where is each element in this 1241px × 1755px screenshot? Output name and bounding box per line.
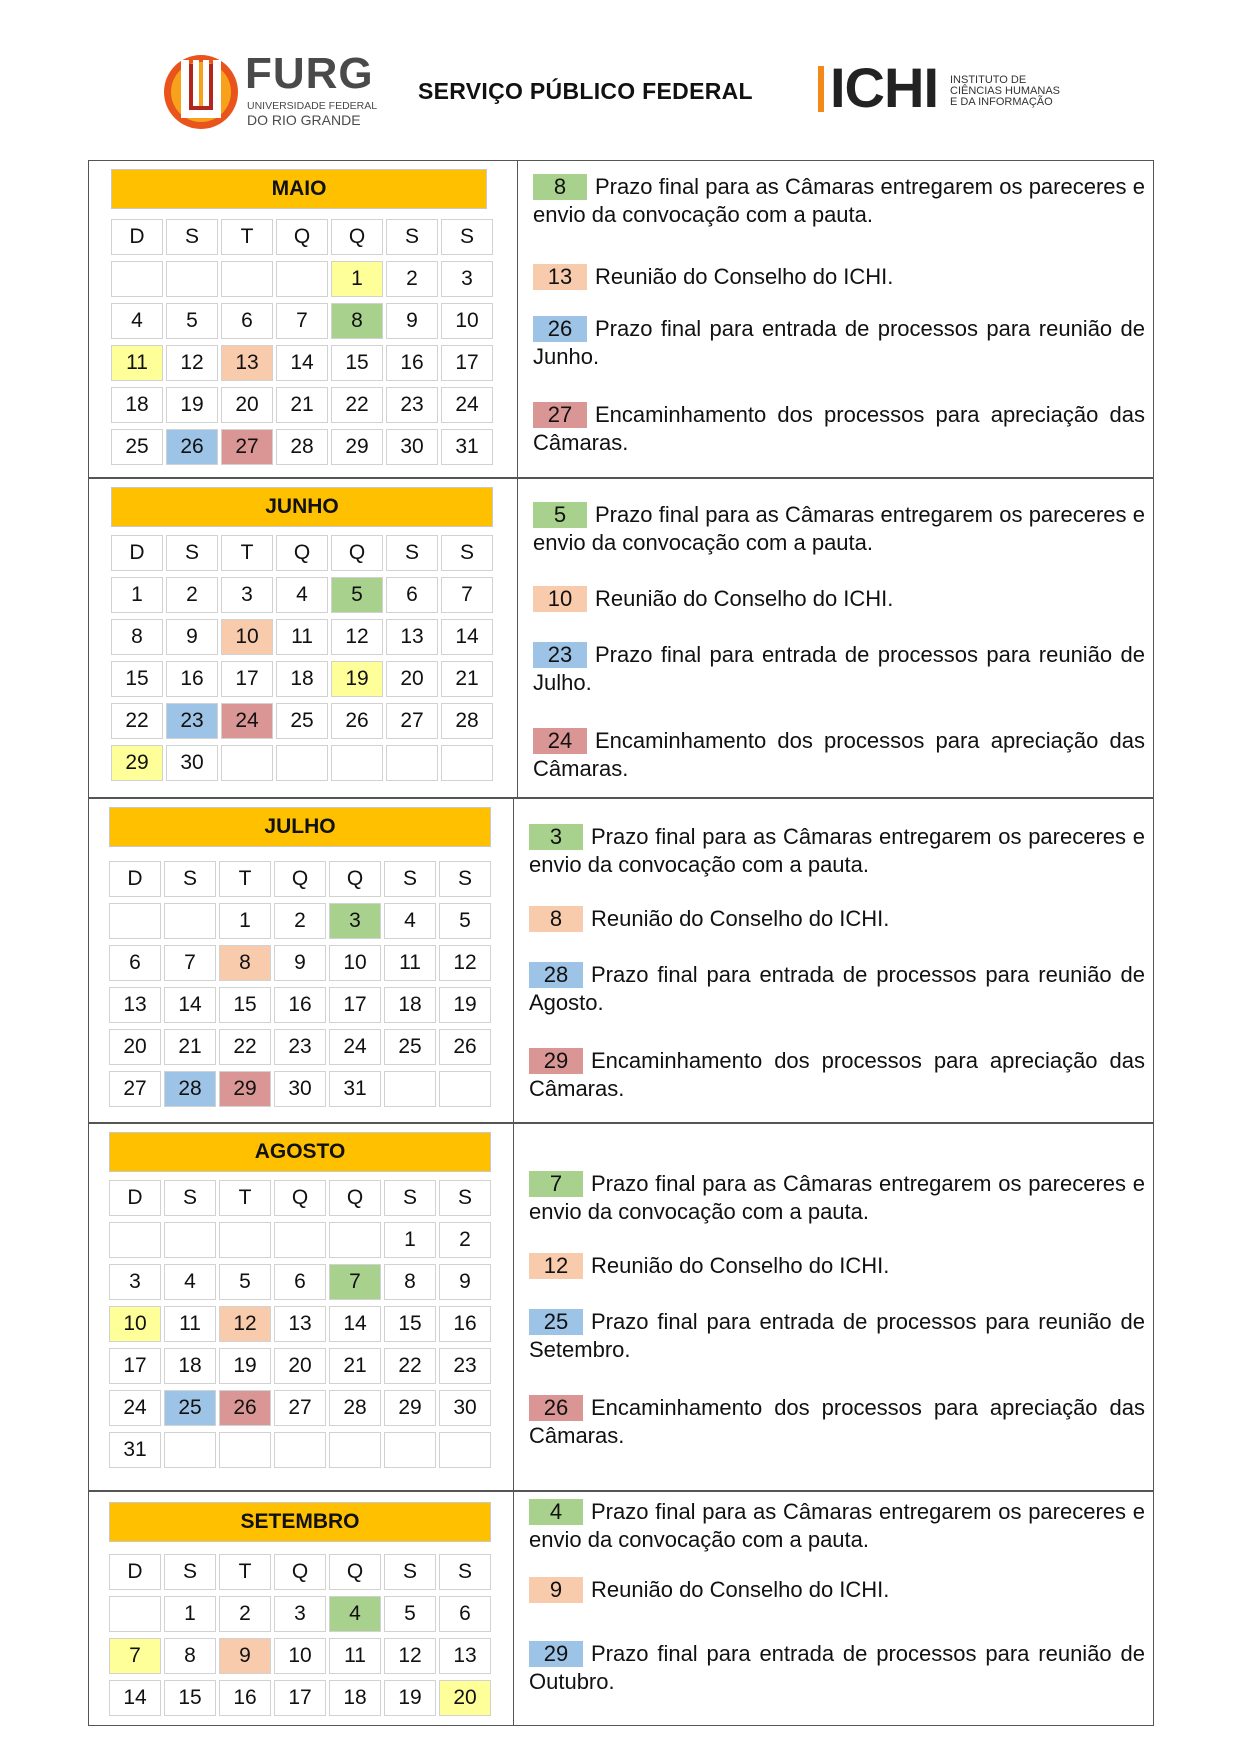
calendar-day: 22 [331,387,383,423]
calendar-day: 22 [219,1029,271,1065]
calendar-day: 3 [221,577,273,613]
calendar-day: 23 [439,1348,491,1384]
weekday-header: D [111,219,163,255]
event-date-badge: 26 [533,316,587,342]
calendar-empty-cell [276,261,328,297]
calendar-day: 31 [329,1071,381,1107]
weekday-header: S [386,535,438,571]
calendar-day: 10 [221,619,273,655]
calendar-day: 2 [219,1596,271,1632]
calendar-empty-cell [109,1596,161,1632]
section-divider [513,799,514,1122]
calendar-empty-cell [274,1432,326,1468]
calendar-day: 28 [329,1390,381,1426]
calendar-day: 19 [439,987,491,1023]
calendar-day: 18 [164,1348,216,1384]
calendar-day: 4 [329,1596,381,1632]
calendar-day: 16 [439,1306,491,1342]
month-title: JUNHO [111,487,493,527]
calendar-day: 7 [276,303,328,339]
page-header [0,0,1241,150]
calendar-day: 4 [384,903,436,939]
calendar-day: 24 [329,1029,381,1065]
calendar-day: 26 [439,1029,491,1065]
calendar-day: 15 [164,1680,216,1716]
ichi-institute-text [950,75,1060,108]
event-item [533,501,1145,557]
weekday-header: Q [329,1554,381,1590]
calendar-day: 22 [384,1348,436,1384]
calendar-day: 3 [329,903,381,939]
calendar-day: 25 [276,703,328,739]
event-date-badge: 8 [529,906,583,932]
weekday-header: T [219,1554,271,1590]
event-date-badge: 7 [529,1171,583,1197]
calendar-day: 16 [219,1680,271,1716]
ichi-name: ICHI [830,56,938,119]
calendar-day: 11 [164,1306,216,1342]
calendar-day: 5 [384,1596,436,1632]
furg-logo [163,49,378,132]
calendar-day: 19 [219,1348,271,1384]
calendar-day: 13 [386,619,438,655]
weekday-header: T [221,219,273,255]
weekday-header: S [164,1554,216,1590]
calendar-day: 5 [166,303,218,339]
calendar-day: 2 [166,577,218,613]
calendar-day: 19 [384,1680,436,1716]
ichi-line-2: CIÊNCIAS HUMANAS [950,85,1061,97]
event-item [533,315,1145,371]
calendar-empty-cell [221,745,273,781]
calendar-day: 13 [221,345,273,381]
ichi-line-1: INSTITUTO DE [950,74,1027,86]
calendar-empty-cell [164,1432,216,1468]
calendar-day: 5 [439,903,491,939]
weekday-header: S [384,861,436,897]
section-divider [517,161,518,477]
calendar-grid [109,1180,491,1468]
calendar-day: 30 [439,1390,491,1426]
calendar-day: 26 [219,1390,271,1426]
calendar-day: 7 [164,945,216,981]
calendar-day: 29 [384,1390,436,1426]
calendar-day: 31 [109,1432,161,1468]
calendar-day: 20 [274,1348,326,1384]
calendar-empty-cell [384,1432,436,1468]
calendar-day: 20 [386,661,438,697]
weekday-header: S [166,219,218,255]
event-description: Prazo final para as Câmaras entregarem os pareceres e envio da convocação com a pauta. [529,1499,1145,1552]
weekday-header: D [109,861,161,897]
calendar-day: 17 [109,1348,161,1384]
calendar-day: 25 [384,1029,436,1065]
page-title: SERVIÇO PÚBLICO FEDERAL [418,78,753,104]
calendar-day: 19 [331,661,383,697]
weekday-header: S [439,1180,491,1216]
calendar-day: 13 [439,1638,491,1674]
event-date-badge: 23 [533,642,587,668]
event-item [529,905,1145,933]
month-title: JULHO [109,807,491,847]
event-date-badge: 28 [529,962,583,988]
calendar-day: 27 [221,429,273,465]
section-divider [513,1492,514,1725]
event-item [529,961,1145,1017]
calendar-day: 1 [331,261,383,297]
calendar-day: 6 [109,945,161,981]
calendar-day: 27 [386,703,438,739]
event-description: Reunião do Conselho do ICHI. [591,906,890,931]
calendar-day: 15 [219,987,271,1023]
calendar-empty-cell [274,1222,326,1258]
calendar-grid [111,219,493,465]
ichi-accent-bar [818,66,824,112]
event-description: Prazo final para entrada de processos para reunião de Setembro. [529,1309,1145,1362]
calendar-day: 14 [164,987,216,1023]
calendar-day: 25 [164,1390,216,1426]
event-description: Encaminhamento dos processos para apreciação das Câmaras. [529,1395,1145,1448]
event-date-badge: 8 [533,174,587,200]
calendar-empty-cell [386,745,438,781]
furg-subtitle-1: UNIVERSIDADE FEDERAL [247,100,378,112]
ichi-line-3: E DA INFORMAÇÃO [950,96,1053,108]
weekday-header: D [111,535,163,571]
weekday-header: S [164,1180,216,1216]
calendar-day: 21 [441,661,493,697]
month-title: SETEMBRO [109,1502,491,1542]
calendar-day: 23 [274,1029,326,1065]
calendar-empty-cell [221,261,273,297]
calendar-day: 17 [274,1680,326,1716]
event-date-badge: 25 [529,1309,583,1335]
weekday-header: Q [329,861,381,897]
calendar-day: 18 [329,1680,381,1716]
calendar-day: 27 [274,1390,326,1426]
calendar-day: 18 [111,387,163,423]
weekday-header: S [441,535,493,571]
calendar-day: 23 [166,703,218,739]
event-description: Prazo final para entrada de processos para reunião de Junho. [533,316,1145,369]
calendar-day: 10 [274,1638,326,1674]
event-date-badge: 27 [533,402,587,428]
calendar-empty-cell [384,1071,436,1107]
event-item [529,1640,1145,1696]
event-description: Reunião do Conselho do ICHI. [595,264,894,289]
event-item [529,1308,1145,1364]
calendar-frame [88,160,1154,1726]
event-item [533,585,1145,613]
event-description: Prazo final para as Câmaras entregarem os pareceres e envio da convocação com a pauta. [533,174,1145,227]
calendar-day: 23 [386,387,438,423]
calendar-empty-cell [166,261,218,297]
calendar-empty-cell [111,261,163,297]
calendar-day: 1 [164,1596,216,1632]
calendar-day: 10 [441,303,493,339]
weekday-header: S [384,1554,436,1590]
calendar-day: 4 [276,577,328,613]
event-date-badge: 13 [533,264,587,290]
calendar-day: 7 [329,1264,381,1300]
event-item [533,401,1145,457]
event-description: Prazo final para entrada de processos para reunião de Agosto. [529,962,1145,1015]
calendar-day: 14 [109,1680,161,1716]
event-description: Prazo final para as Câmaras entregarem os pareceres e envio da convocação com a pauta. [529,824,1145,877]
calendar-day: 30 [386,429,438,465]
calendar-day: 3 [274,1596,326,1632]
calendar-day: 8 [384,1264,436,1300]
calendar-empty-cell [276,745,328,781]
calendar-empty-cell [441,745,493,781]
calendar-day: 9 [386,303,438,339]
event-description: Prazo final para as Câmaras entregarem os pareceres e envio da convocação com a pauta. [533,502,1145,555]
weekday-header: S [384,1180,436,1216]
calendar-day: 28 [164,1071,216,1107]
calendar-day: 12 [219,1306,271,1342]
calendar-day: 7 [109,1638,161,1674]
event-date-badge: 3 [529,824,583,850]
event-date-badge: 5 [533,502,587,528]
event-item [529,1576,1145,1604]
calendar-day: 30 [166,745,218,781]
calendar-day: 10 [329,945,381,981]
calendar-day: 20 [221,387,273,423]
weekday-header: Q [276,535,328,571]
weekday-header: T [219,861,271,897]
calendar-day: 29 [111,745,163,781]
event-date-badge: 12 [529,1253,583,1279]
calendar-day: 1 [219,903,271,939]
calendar-day: 10 [109,1306,161,1342]
calendar-empty-cell [219,1432,271,1468]
month-section-julho [88,798,1154,1123]
calendar-day: 31 [441,429,493,465]
weekday-header: Q [331,535,383,571]
calendar-day: 9 [219,1638,271,1674]
month-title: MAIO [111,169,487,209]
calendar-day: 16 [166,661,218,697]
event-description: Encaminhamento dos processos para apreciação das Câmaras. [533,728,1145,781]
calendar-empty-cell [329,1432,381,1468]
calendar-day: 1 [384,1222,436,1258]
event-item [533,173,1145,229]
weekday-header: S [439,1554,491,1590]
calendar-empty-cell [109,1222,161,1258]
calendar-empty-cell [329,1222,381,1258]
month-section-setembro [88,1491,1154,1726]
calendar-day: 26 [331,703,383,739]
furg-emblem-icon [163,54,239,130]
calendar-day: 29 [331,429,383,465]
calendar-day: 15 [384,1306,436,1342]
calendar-day: 28 [441,703,493,739]
calendar-day: 4 [164,1264,216,1300]
event-description: Encaminhamento dos processos para apreciação das Câmaras. [529,1048,1145,1101]
event-date-badge: 29 [529,1048,583,1074]
calendar-day: 17 [329,987,381,1023]
calendar-day: 12 [166,345,218,381]
calendar-grid [109,1554,491,1716]
calendar-day: 8 [111,619,163,655]
weekday-header: S [164,861,216,897]
calendar-day: 11 [276,619,328,655]
calendar-day: 6 [386,577,438,613]
calendar-day: 25 [111,429,163,465]
calendar-day: 26 [166,429,218,465]
event-description: Reunião do Conselho do ICHI. [595,586,894,611]
calendar-day: 24 [109,1390,161,1426]
calendar-day: 11 [329,1638,381,1674]
calendar-empty-cell [439,1071,491,1107]
calendar-empty-cell [164,1222,216,1258]
calendar-day: 27 [109,1071,161,1107]
calendar-day: 9 [439,1264,491,1300]
calendar-empty-cell [331,745,383,781]
event-description: Reunião do Conselho do ICHI. [591,1253,890,1278]
calendar-day: 13 [109,987,161,1023]
calendar-day: 13 [274,1306,326,1342]
event-description: Reunião do Conselho do ICHI. [591,1577,890,1602]
event-date-badge: 4 [529,1499,583,1525]
calendar-day: 2 [386,261,438,297]
calendar-day: 21 [276,387,328,423]
calendar-day: 6 [274,1264,326,1300]
calendar-day: 14 [441,619,493,655]
calendar-day: 24 [441,387,493,423]
calendar-day: 8 [331,303,383,339]
calendar-grid [109,861,491,1107]
event-date-badge: 26 [529,1395,583,1421]
weekday-header: Q [274,861,326,897]
month-title: AGOSTO [109,1132,491,1172]
calendar-day: 16 [386,345,438,381]
event-item [529,1498,1145,1554]
event-item [533,727,1145,783]
calendar-day: 20 [109,1029,161,1065]
month-section-maio [88,160,1154,478]
weekday-header: T [219,1180,271,1216]
calendar-day: 19 [166,387,218,423]
section-divider [513,1124,514,1490]
section-divider [517,479,518,797]
calendar-day: 24 [221,703,273,739]
weekday-header: T [221,535,273,571]
weekday-header: Q [276,219,328,255]
event-item [529,823,1145,879]
calendar-grid [111,535,493,781]
calendar-day: 4 [111,303,163,339]
weekday-header: D [109,1180,161,1216]
calendar-day: 16 [274,987,326,1023]
calendar-day: 2 [274,903,326,939]
calendar-day: 9 [166,619,218,655]
month-section-junho [88,478,1154,798]
calendar-day: 2 [439,1222,491,1258]
calendar-day: 17 [221,661,273,697]
calendar-day: 18 [384,987,436,1023]
ichi-logo [818,56,1078,119]
calendar-day: 14 [329,1306,381,1342]
month-section-agosto [88,1123,1154,1491]
calendar-day: 17 [441,345,493,381]
weekday-header: Q [274,1554,326,1590]
event-item [529,1394,1145,1450]
calendar-day: 15 [111,661,163,697]
furg-subtitle-2: DO RIO GRANDE [247,112,361,128]
calendar-day: 3 [109,1264,161,1300]
calendar-day: 21 [329,1348,381,1384]
calendar-day: 1 [111,577,163,613]
event-description: Encaminhamento dos processos para apreciação das Câmaras. [533,402,1145,455]
event-date-badge: 24 [533,728,587,754]
event-item [529,1170,1145,1226]
calendar-day: 5 [219,1264,271,1300]
furg-name: FURG [245,49,374,98]
calendar-day: 8 [219,945,271,981]
weekday-header: S [166,535,218,571]
calendar-day: 7 [441,577,493,613]
calendar-day: 20 [439,1680,491,1716]
weekday-header: Q [274,1180,326,1216]
weekday-header: S [441,219,493,255]
calendar-day: 29 [219,1071,271,1107]
weekday-header: Q [329,1180,381,1216]
weekday-header: D [109,1554,161,1590]
calendar-day: 8 [164,1638,216,1674]
calendar-day: 3 [441,261,493,297]
event-item [529,1252,1145,1280]
calendar-day: 21 [164,1029,216,1065]
weekday-header: S [439,861,491,897]
event-description: Prazo final para entrada de processos para reunião de Outubro. [529,1641,1145,1694]
weekday-header: Q [331,219,383,255]
calendar-day: 5 [331,577,383,613]
calendar-day: 14 [276,345,328,381]
event-item [533,263,1145,291]
calendar-day: 12 [384,1638,436,1674]
calendar-day: 18 [276,661,328,697]
event-item [529,1047,1145,1103]
calendar-day: 12 [331,619,383,655]
event-date-badge: 29 [529,1641,583,1667]
event-date-badge: 10 [533,586,587,612]
event-date-badge: 9 [529,1577,583,1603]
calendar-day: 9 [274,945,326,981]
event-item [533,641,1145,697]
calendar-day: 6 [439,1596,491,1632]
weekday-header: S [386,219,438,255]
calendar-day: 12 [439,945,491,981]
calendar-day: 30 [274,1071,326,1107]
calendar-day: 6 [221,303,273,339]
calendar-day: 11 [384,945,436,981]
event-description: Prazo final para as Câmaras entregarem os pareceres e envio da convocação com a pauta. [529,1171,1145,1224]
calendar-day: 28 [276,429,328,465]
event-description: Prazo final para entrada de processos para reunião de Julho. [533,642,1145,695]
calendar-empty-cell [164,903,216,939]
calendar-empty-cell [439,1432,491,1468]
calendar-empty-cell [219,1222,271,1258]
calendar-empty-cell [109,903,161,939]
calendar-day: 11 [111,345,163,381]
calendar-day: 15 [331,345,383,381]
calendar-day: 22 [111,703,163,739]
